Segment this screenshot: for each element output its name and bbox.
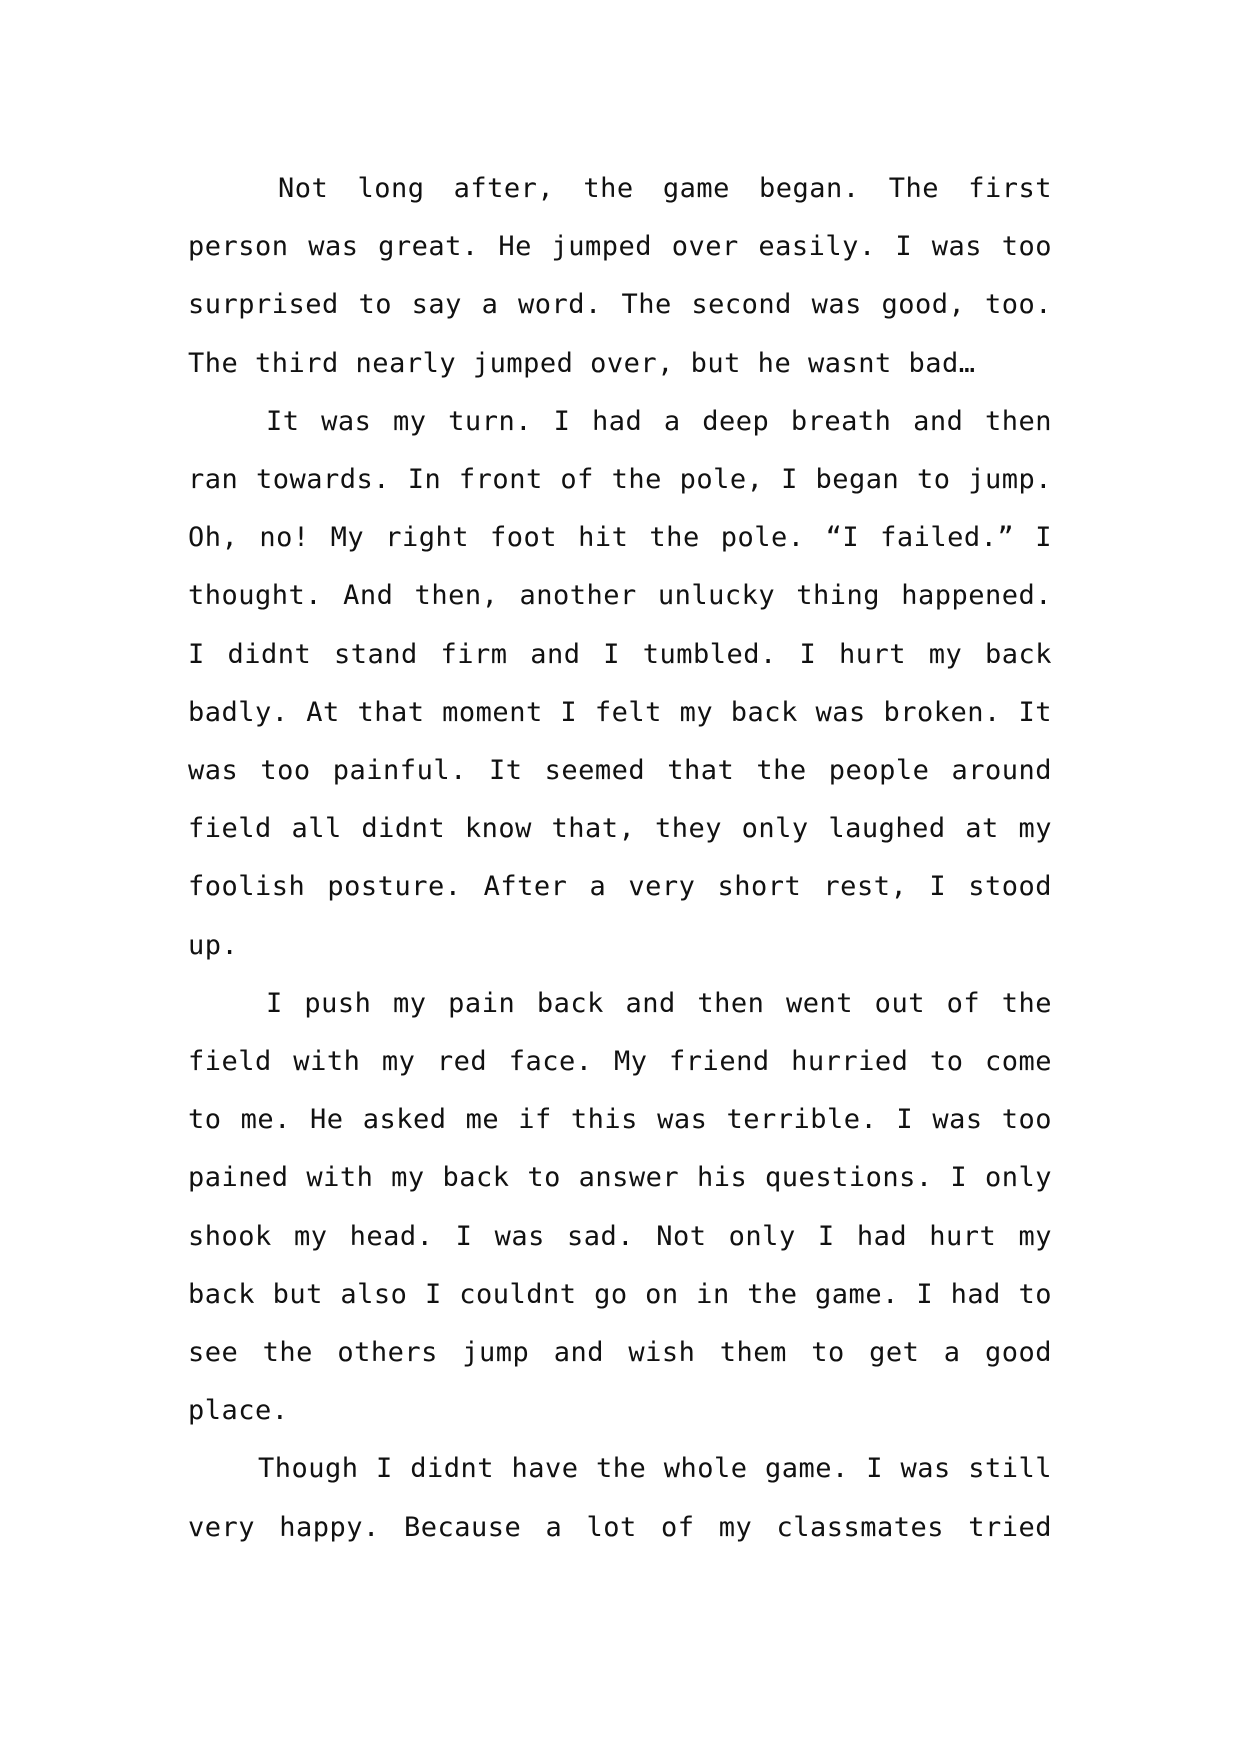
- paragraph-3: I push my pain back and then went out of the field with my red face. My friend hurried to come to me. He asked me if this was terrible. I was too pained with my back to answer his questions. I only shook my head. I was sad. Not only I had hurt my back but also I couldnt go on in the game. I had to see the others jump and wish them to get a good place.: [188, 987, 1052, 1427]
- paragraph-4: Though I didnt have the whole game. I was still very happy. Because a lot of my classmates tried: [188, 1453, 1052, 1543]
- paragraph-1: Not long after, the game began. The first person was great. He jumped over easily. I was too surprised to say a word. The second was good, too. The third nearly jumped over, but he wasnt bad…: [188, 173, 1052, 379]
- paragraph-2: It was my turn. I had a deep breath and then ran towards. In front of the pole, I began to jump. Oh, no! My right foot hit the pole. “I failed.” I thought. And then, another unlucky thing happened. I didnt stand firm and I tumbled. I hurt my back badly. At that moment I felt my back was broken. It was too painful. It seemed that the people around field all didnt know that, they only laughed at my foolish posture. After a very short rest, I stood up.: [188, 405, 1052, 961]
- body-text: [188, 160, 1052, 1557]
